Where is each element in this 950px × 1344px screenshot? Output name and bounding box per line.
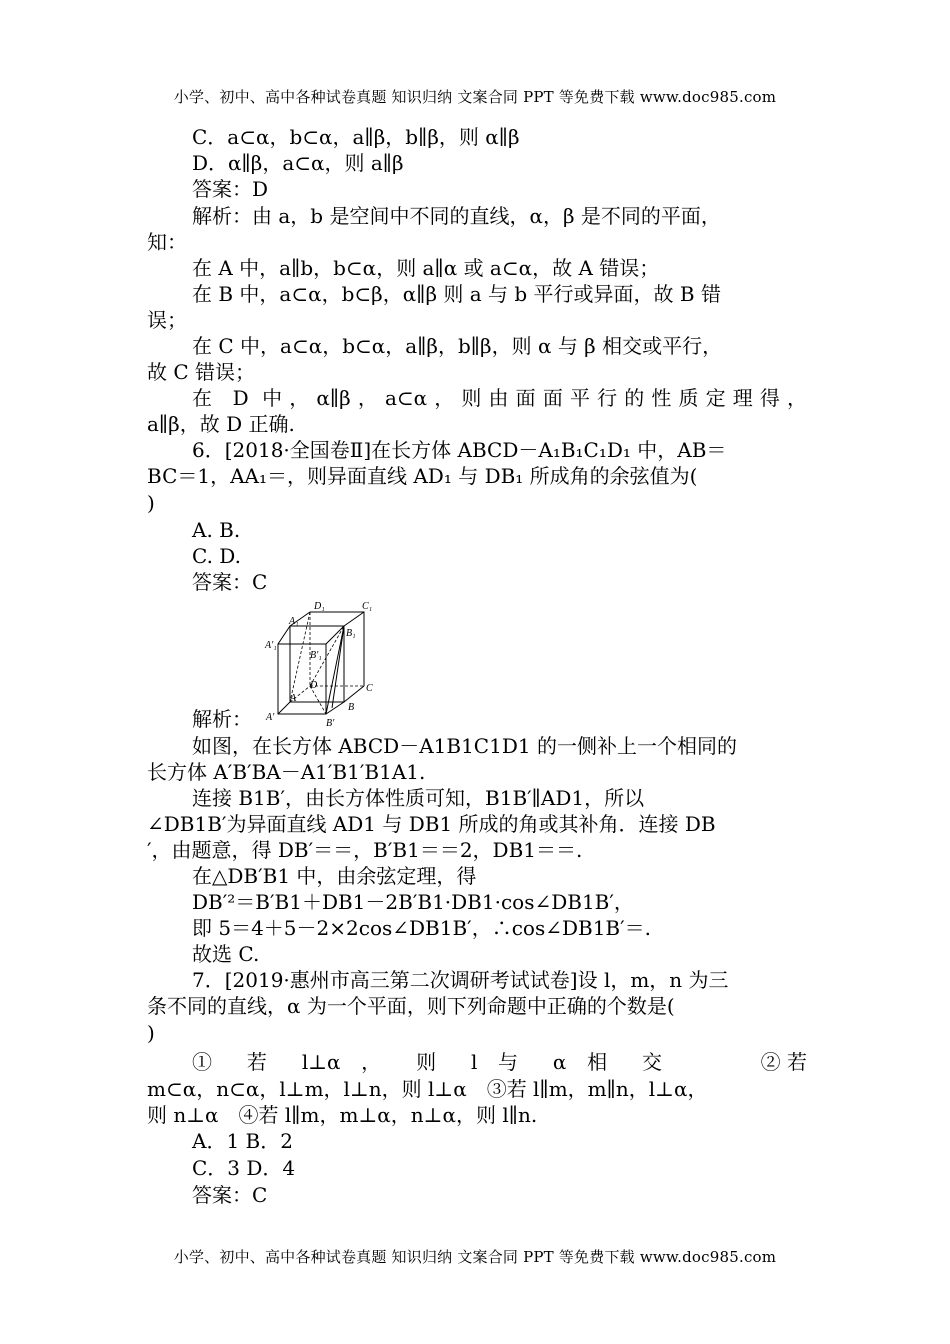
label-b1-prime: B′₁ [310,650,322,661]
q7-stem-line: ) [147,1021,155,1045]
q7-stem-line: m⊂α，n⊂α，l⊥m，l⊥n，则 l⊥α ③若 l∥m，m∥n，l⊥α， [147,1077,708,1101]
q7-proposition-1: ① 若 l⊥α ， 则 l 与 α 相 交 [192,1050,662,1074]
label-a1-prime: A′₁ [265,640,277,651]
q6-explanation-line: ′，由题意，得 DB′＝＝，B′B1＝＝2，DB1＝＝. [147,838,583,862]
label-c: C [366,683,373,694]
q6-explanation-line: 即 5＝4＋5－2×2cos∠DB1B′，∴cos∠DB1B′＝. [192,916,652,940]
label-b-prime: B′ [326,718,335,728]
q6-stem-line: ) [147,491,155,515]
page-footer: 小学、初中、高中各种试卷真题 知识归纳 文案合同 PPT 等免费下载 www.doc985.com [173,1248,777,1266]
q5-explanation-line: 故 C 错误； [147,360,256,384]
q5-option-c: C．a⊂α，b⊂α，a∥β，b∥β，则 α∥β [192,125,520,149]
q5-explanation-line: 在 A 中，a∥b，b⊂α，则 a∥α 或 a⊂α，故 A 错误； [192,256,660,280]
q7-options-cd: C．3 D．4 [192,1156,296,1180]
label-b1: B₁ [346,628,356,639]
q6-explanation-line: 连接 B1B′，由长方体性质可知，B1B′∥AD1，所以 [192,786,645,810]
label-d: D [310,680,318,691]
page-header: 小学、初中、高中各种试卷真题 知识归纳 文案合同 PPT 等免费下载 www.doc985.com [173,88,777,106]
q7-proposition-2-start: ② 若 [760,1050,807,1074]
q5-explanation-line: 在 C 中，a⊂α，b⊂α，a∥β，b∥β，则 α 与 β 相交或平行， [192,334,723,358]
q5-explanation-line: 知： [147,230,187,254]
q5-explanation-line: a∥β，故 D 正确. [147,412,295,436]
q6-stem-line: 6．[2018·全国卷Ⅱ]在长方体 ABCD－A₁B₁C₁D₁ 中，AB＝ [192,438,727,462]
q7-stem-line: 条不同的直线，α 为一个平面，则下列命题中正确的个数是( [147,994,675,1018]
q5-answer: 答案：D [192,177,269,201]
q6-stem-line: BC＝1，AA₁＝，则异面直线 AD₁ 与 DB₁ 所成角的余弦值为( [147,464,698,488]
label-a-prime: A′ [266,712,275,723]
q5-explanation-line: 解析：由 a，b 是空间中不同的直线，α，β 是不同的平面， [192,204,721,228]
q6-explanation-line: 如图，在长方体 ABCD－A1B1C1D1 的一侧补上一个相同的 [192,734,737,758]
q5-option-d: D．α∥β，a⊂α，则 a∥β [192,151,404,175]
q5-explanation-line: 误； [147,308,187,332]
q6-options-cd: C. D. [192,544,241,568]
q6-explanation-line: 在△DB′B1 中，由余弦定理，得 [192,864,477,888]
label-b: B [348,702,355,713]
q5-explanation-line: 在 D 中，α∥β，a⊂α，则由面面平行的性质定理得， [192,386,807,410]
q6-answer: 答案：C [192,570,268,594]
q7-stem-line: 7．[2019·惠州市高三第二次调研考试试卷]设 l，m，n 为三 [192,968,729,992]
q7-answer: 答案：C [192,1183,268,1207]
label-c1: C₁ [362,601,373,612]
q6-options-ab: A. B. [192,518,241,542]
q6-explanation-line: 故选 C. [192,942,260,966]
q5-explanation-line: 在 B 中，a⊂α，b⊂β，α∥β 则 a 与 b 平行或异面，故 B 错 [192,282,721,306]
label-d1: D₁ [314,601,325,612]
q6-explanation-line: ∠DB1B′为异面直线 AD1 与 DB1 所成的角或其补角．连接 DB [147,812,716,836]
label-a: A [290,693,297,704]
q6-explanation-line: DB′²＝B′B1＋DB1－2B′B1·DB1·cos∠DB1B′， [192,890,634,914]
q7-options-ab: A．1 B．2 [192,1129,293,1153]
q6-explanation-line: 长方体 A′B′BA－A1′B1′B1A1. [147,760,426,784]
q7-stem-line: 则 n⊥α ④若 l∥m，m⊥α，n⊥α，则 l∥n. [147,1103,538,1127]
label-a1: A₁ [289,616,299,627]
q6-explanation-label: 解析： [192,707,252,731]
